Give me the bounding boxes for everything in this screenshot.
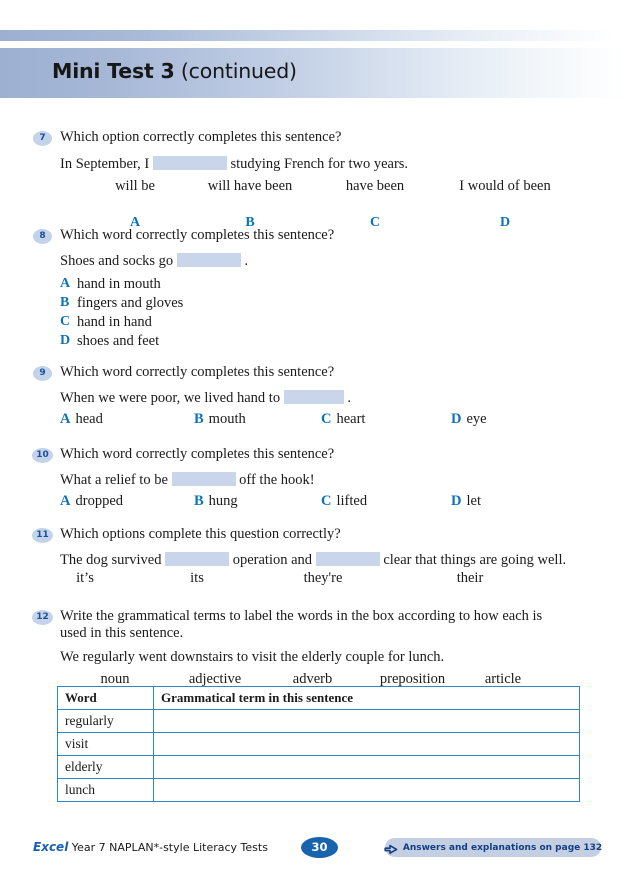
q9-options-row <box>60 410 580 428</box>
table-row <box>58 756 580 779</box>
q7-letter-a[interactable]: A <box>129 215 141 230</box>
page-header <box>0 0 640 110</box>
question-stem-8: Which word correctly completes this sentence? <box>60 227 335 243</box>
q8-option-c[interactable] <box>60 313 360 332</box>
q12-word-bank-noun[interactable]: noun <box>100 671 130 687</box>
q9-letter-c: C <box>321 411 332 427</box>
q7-sentence-after: studying French for two years. <box>230 156 409 172</box>
q11-sentence-part1: The dog survived <box>60 552 162 568</box>
grammar-table-wrapper <box>57 686 580 802</box>
footer-series-line <box>33 840 268 854</box>
q11-sentence-part3: clear that things are going well. <box>383 552 567 568</box>
q12-example-sentence: We regularly went downstairs to visit the elderly couple for lunch. <box>60 649 445 665</box>
q10-option-b-text: hung <box>208 493 238 509</box>
q10-letter-a: A <box>60 493 71 509</box>
q7-letter-d[interactable]: D <box>499 215 511 230</box>
question-stem-11: Which options complete this question correctly? <box>60 526 341 542</box>
q11-option-2[interactable]: its <box>190 570 204 586</box>
q7-letter-c[interactable]: C <box>369 215 381 230</box>
question-11 <box>0 526 640 586</box>
question-number-badge-9: 9 <box>33 366 52 381</box>
q10-option-c[interactable] <box>321 492 367 510</box>
q7-option-texts <box>60 177 580 194</box>
page-number-badge: 30 <box>301 837 338 858</box>
q10-option-c-text: lifted <box>336 493 368 509</box>
question-number-badge-8: 8 <box>33 229 52 244</box>
question-stem-12: Write the grammatical terms to label the words in the box according to how each is used in this sentence. <box>60 608 543 641</box>
q12-word-bank <box>60 670 580 687</box>
q10-option-b[interactable] <box>194 492 238 510</box>
q8-letter-a: A <box>60 276 71 291</box>
q11-sentence-part2: operation and <box>232 552 313 568</box>
question-stem-7: Which option correctly completes this sentence? <box>60 129 342 145</box>
q10-option-d-text: let <box>466 493 481 509</box>
q9-option-b[interactable] <box>194 410 246 428</box>
q9-sentence-before: When we were poor, we lived hand to <box>60 390 281 406</box>
table-header-row <box>58 687 580 710</box>
q8-options-list <box>60 275 360 351</box>
question-11-sentence <box>60 551 566 569</box>
q8-sentence-before: Shoes and socks go <box>60 253 174 269</box>
q10-blank[interactable] <box>172 472 236 486</box>
q7-option-a-text[interactable]: will be <box>115 178 155 194</box>
table-cell-term-elderly[interactable] <box>154 756 580 779</box>
q9-blank[interactable] <box>284 390 344 404</box>
question-number-badge-10: 10 <box>32 448 53 463</box>
answers-note-text: Answers and explanations on page 132 <box>402 842 603 853</box>
question-number-badge-12: 12 <box>32 610 53 625</box>
q9-letter-a: A <box>60 411 71 427</box>
q10-sentence-after: off the hook! <box>239 472 315 488</box>
q9-option-c-text: heart <box>336 411 366 427</box>
question-stem-9: Which word correctly completes this sentence? <box>60 364 335 380</box>
table-cell-word-regularly: regularly <box>58 710 154 733</box>
q10-option-a-text: dropped <box>75 493 123 509</box>
q8-letter-c: C <box>60 314 71 329</box>
q9-sentence-after: . <box>347 390 351 406</box>
q10-letter-d: D <box>451 493 462 509</box>
q8-option-a-text: hand in mouth <box>77 276 161 292</box>
question-7-sentence <box>60 155 408 173</box>
q9-option-d[interactable] <box>451 410 487 428</box>
table-header-word: Word <box>58 687 154 710</box>
q7-option-b-text[interactable]: will have been <box>207 178 293 194</box>
table-cell-term-lunch[interactable] <box>154 779 580 802</box>
q8-blank[interactable] <box>177 253 241 267</box>
q10-sentence-before: What a relief to be <box>60 472 168 488</box>
question-number-badge-11: 11 <box>32 528 53 543</box>
q8-option-a[interactable] <box>60 275 360 294</box>
page-title-continued: (continued) <box>174 59 297 83</box>
q8-sentence-after: . <box>244 253 249 269</box>
pointing-hand-icon <box>384 842 398 853</box>
table-row <box>58 779 580 802</box>
q11-option-3[interactable]: they're <box>303 570 343 586</box>
q9-option-b-text: mouth <box>208 411 246 427</box>
q10-option-d[interactable] <box>451 492 481 510</box>
question-8-sentence <box>60 252 248 270</box>
table-cell-word-lunch: lunch <box>58 779 154 802</box>
question-9-sentence <box>60 389 351 407</box>
table-row <box>58 710 580 733</box>
question-10-sentence <box>60 471 315 489</box>
q12-word-bank-preposition[interactable]: preposition <box>379 671 446 687</box>
q12-word-bank-adjective[interactable]: adjective <box>188 671 242 687</box>
q9-letter-d: D <box>451 411 462 427</box>
q12-word-bank-adverb[interactable]: adverb <box>292 671 333 687</box>
q11-option-4[interactable]: their <box>456 570 484 586</box>
q9-option-a-text: head <box>75 411 103 427</box>
question-stem-10: Which word correctly completes this sentence? <box>60 446 335 462</box>
q8-option-d[interactable] <box>60 332 360 351</box>
question-12 <box>0 608 640 687</box>
question-10 <box>0 446 640 509</box>
question-9 <box>0 364 640 427</box>
table-cell-word-elderly: elderly <box>58 756 154 779</box>
q11-options-row <box>60 569 580 586</box>
q7-sentence-before: In September, I <box>60 156 150 172</box>
header-accent-stripe <box>0 30 640 41</box>
q11-option-1[interactable]: it’s <box>76 570 94 586</box>
q8-letter-d: D <box>60 333 71 348</box>
footer-brand: Excel <box>33 840 69 854</box>
q8-option-b-text: fingers and gloves <box>77 295 184 311</box>
q10-option-a[interactable] <box>60 492 123 510</box>
q11-blank-1[interactable] <box>165 552 229 566</box>
table-cell-term-regularly[interactable] <box>154 710 580 733</box>
q7-blank[interactable] <box>153 156 227 170</box>
q11-blank-2[interactable] <box>316 552 380 566</box>
q8-option-c-text: hand in hand <box>77 314 152 330</box>
page-title-main: Mini Test 3 <box>52 59 175 83</box>
answers-note-pill[interactable] <box>385 838 601 857</box>
q8-option-d-text: shoes and feet <box>77 333 160 349</box>
page-title <box>52 59 297 83</box>
q9-option-c[interactable] <box>321 410 365 428</box>
table-cell-word-visit: visit <box>58 733 154 756</box>
q10-options-row <box>60 492 580 510</box>
q9-letter-b: B <box>194 411 204 427</box>
q8-letter-b: B <box>60 295 70 310</box>
table-cell-term-visit[interactable] <box>154 733 580 756</box>
q7-option-d-text[interactable]: I would of been <box>459 178 551 194</box>
page-footer <box>0 836 640 866</box>
q7-letter-b[interactable]: B <box>245 215 255 230</box>
table-row <box>58 733 580 756</box>
grammar-table <box>57 686 580 802</box>
footer-series: Year 7 NAPLAN*-style Literacy Tests <box>68 841 268 854</box>
q12-word-bank-article[interactable]: article <box>484 671 522 687</box>
question-number-badge-7: 7 <box>33 131 52 146</box>
q7-option-c-text[interactable]: have been <box>345 178 405 194</box>
question-7 <box>0 129 640 230</box>
q10-letter-c: C <box>321 493 332 509</box>
table-header-term: Grammatical term in this sentence <box>154 687 580 710</box>
q9-option-a[interactable] <box>60 410 103 428</box>
q10-letter-b: B <box>194 493 204 509</box>
q9-option-d-text: eye <box>466 411 487 427</box>
q8-option-b[interactable] <box>60 294 360 313</box>
